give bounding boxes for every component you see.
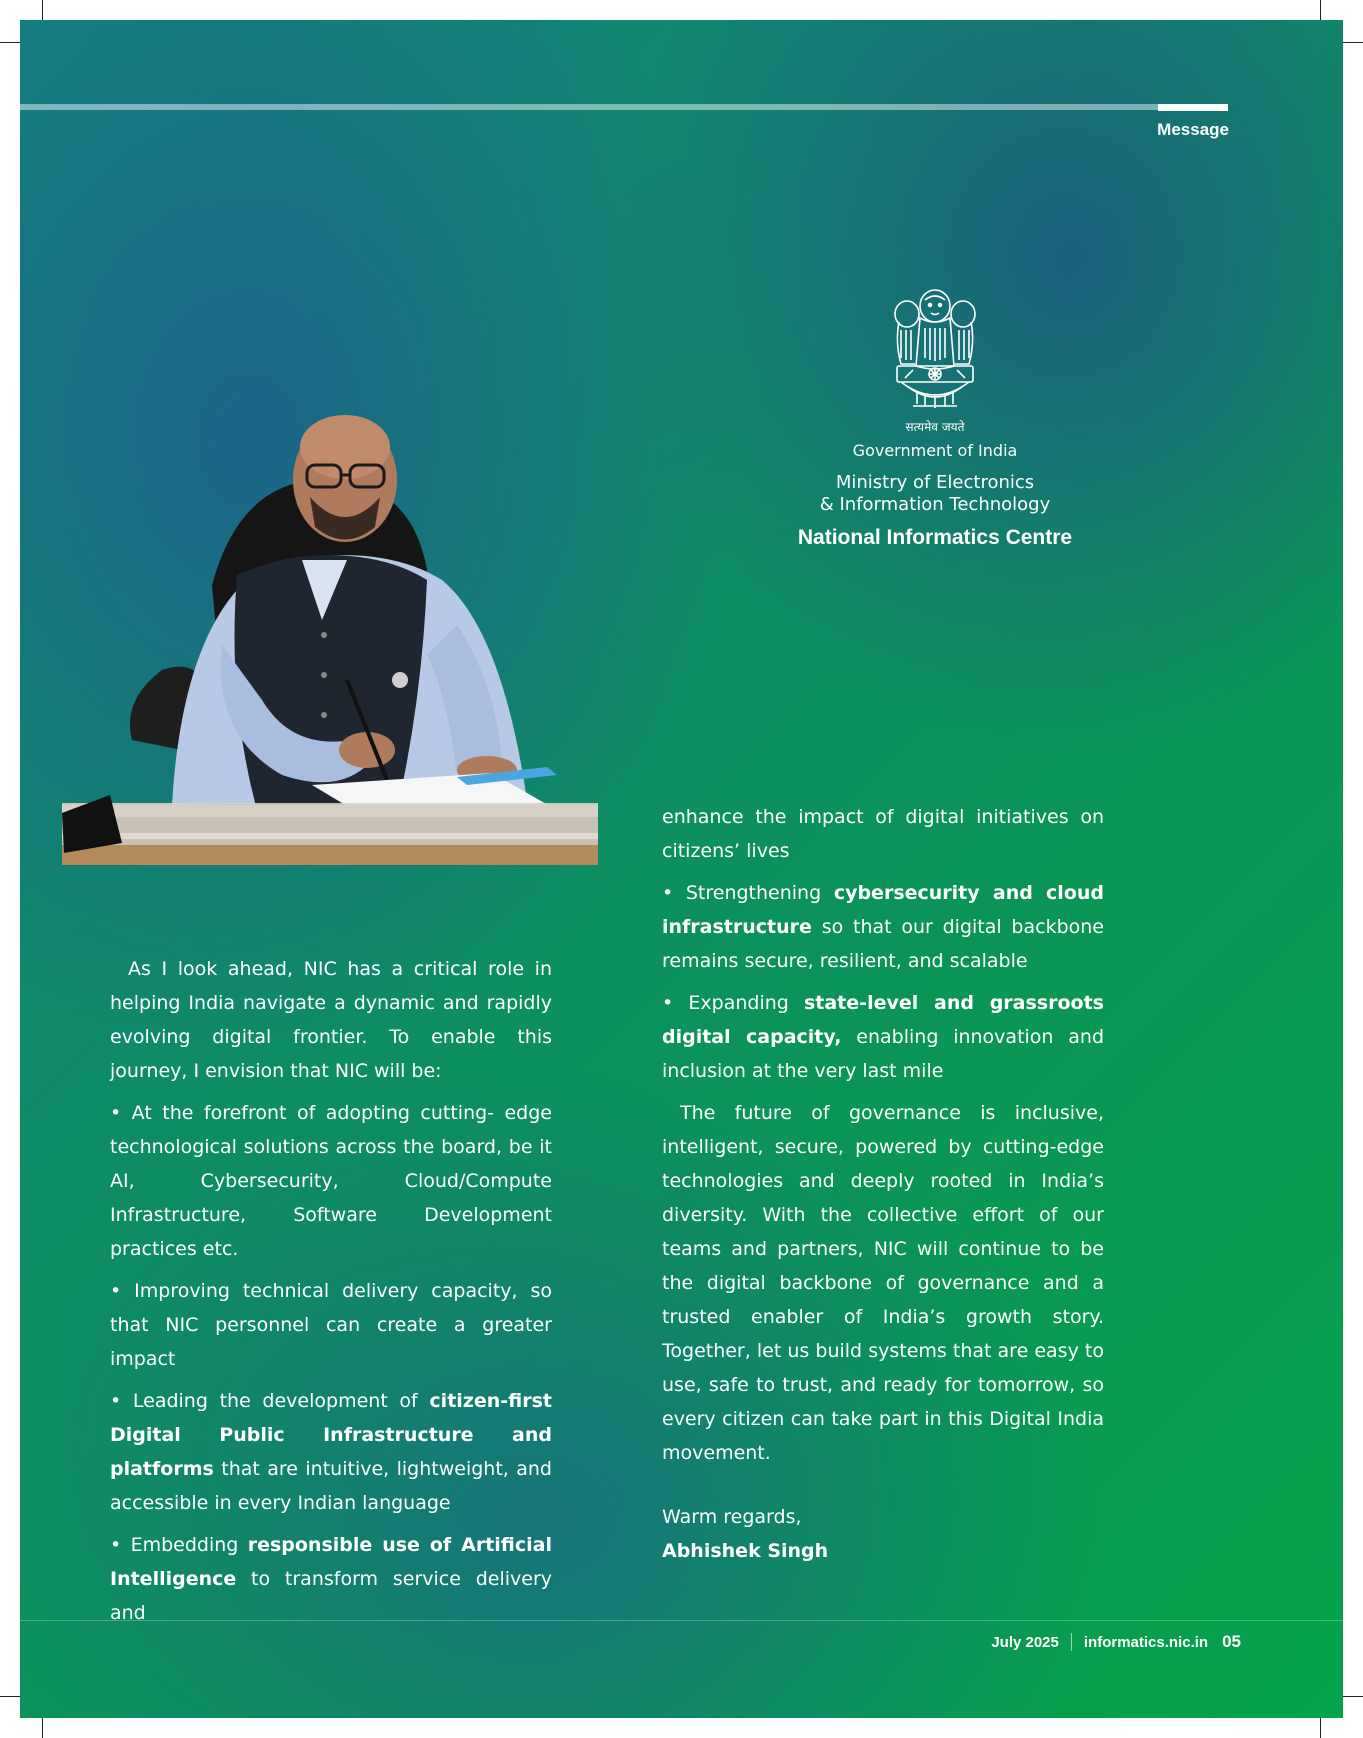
government-label: Government of India	[852, 441, 1018, 460]
bullet-text: to transform service delivery and	[110, 1568, 552, 1624]
issue-date: July 2025	[991, 1633, 1059, 1651]
bullet-delivery-capacity: • Improving technical delivery capacity, so that NIC personnel can create a greater impact	[110, 1280, 552, 1370]
bullet-adopting-technology: • At the forefront of adopting cutting- edge technological solutions across the board, be it AI, Cybersecurity, Cloud/Compute Infrastructure, Software Development practices etc.	[110, 1102, 552, 1260]
ministry-label	[790, 472, 1080, 516]
left-text-column	[110, 952, 552, 1638]
national-emblem-icon	[887, 278, 983, 416]
continued-paragraph: enhance the impact of digital initiatives on citizens’ lives	[662, 806, 1104, 862]
right-text-column	[662, 800, 1104, 1576]
bullet-emphasis: responsible use of Artificial Intelligence	[110, 1534, 552, 1590]
bullet-text: that are intuitive, lightweight, and accessible in every Indian language	[110, 1458, 552, 1514]
page-footer	[991, 1632, 1241, 1652]
bullet-grassroots-capacity	[662, 986, 1104, 1088]
organisation-name: National Informatics Centre	[797, 526, 1073, 549]
footer-separator	[1071, 1633, 1072, 1651]
bullet-text: so that our digital backbone remains secure, resilient, and scalable	[662, 916, 1104, 972]
header-rule-accent	[1158, 104, 1228, 111]
bullet-cybersecurity	[662, 876, 1104, 978]
ministry-line-2: & Information Technology	[819, 494, 1051, 515]
page-number: 05	[1222, 1632, 1241, 1651]
ministry-line-1: Ministry of Electronics	[835, 472, 1035, 493]
closing-paragraph: The future of governance is inclusive, intelligent, secure, powered by cutting-edge technologies and deeply rooted in India’s diversity. With the collective effort of our teams and partners, NIC will continue to be the digital backbone of governance and a trusted enabler of India’s growth story. Together, let us build systems that are easy to use, safe to trust, and ready for tomorrow, so every citizen can take part in this Digital India movement.	[662, 1102, 1104, 1464]
regards-line: Warm regards,	[662, 1506, 802, 1528]
emblem-motto: सत्यमेव जयते	[905, 420, 965, 434]
portrait-photo	[62, 385, 598, 865]
bullet-text: • Embedding	[110, 1534, 248, 1556]
footer-rule	[20, 1620, 1343, 1621]
bullet-emphasis: citizen-first Digital Public Infrastructure and platforms	[110, 1390, 552, 1480]
bullet-text: • Strengthening	[662, 882, 834, 904]
header-rule	[20, 104, 1158, 110]
bullet-text: • Expanding	[662, 992, 804, 1014]
section-label: Message	[1157, 120, 1229, 139]
man-signing-document-illustration	[62, 385, 598, 865]
bullet-digital-public-infrastructure	[110, 1384, 552, 1520]
bullet-text: • Leading the development of	[110, 1390, 430, 1412]
signatory-name	[662, 1534, 1104, 1568]
website-link[interactable]: informatics.nic.in	[1083, 1633, 1209, 1651]
magazine-page	[20, 20, 1343, 1718]
bullet-emphasis: cybersecurity and cloud infrastructure	[662, 882, 1104, 938]
bullet-emphasis: state-level and grassroots digital capacity,	[662, 992, 1104, 1048]
emblem-block	[790, 278, 1080, 550]
signatory-name-text: Abhishek Singh	[662, 1540, 829, 1562]
bullet-text: enabling innovation and inclusion at the very last mile	[662, 1026, 1105, 1082]
intro-paragraph: As I look ahead, NIC has a critical role in helping India navigate a dynamic and rapidly evolving digital frontier. To enable this journey, I envision that NIC will be:	[110, 958, 552, 1082]
bullet-responsible-ai	[110, 1528, 552, 1630]
